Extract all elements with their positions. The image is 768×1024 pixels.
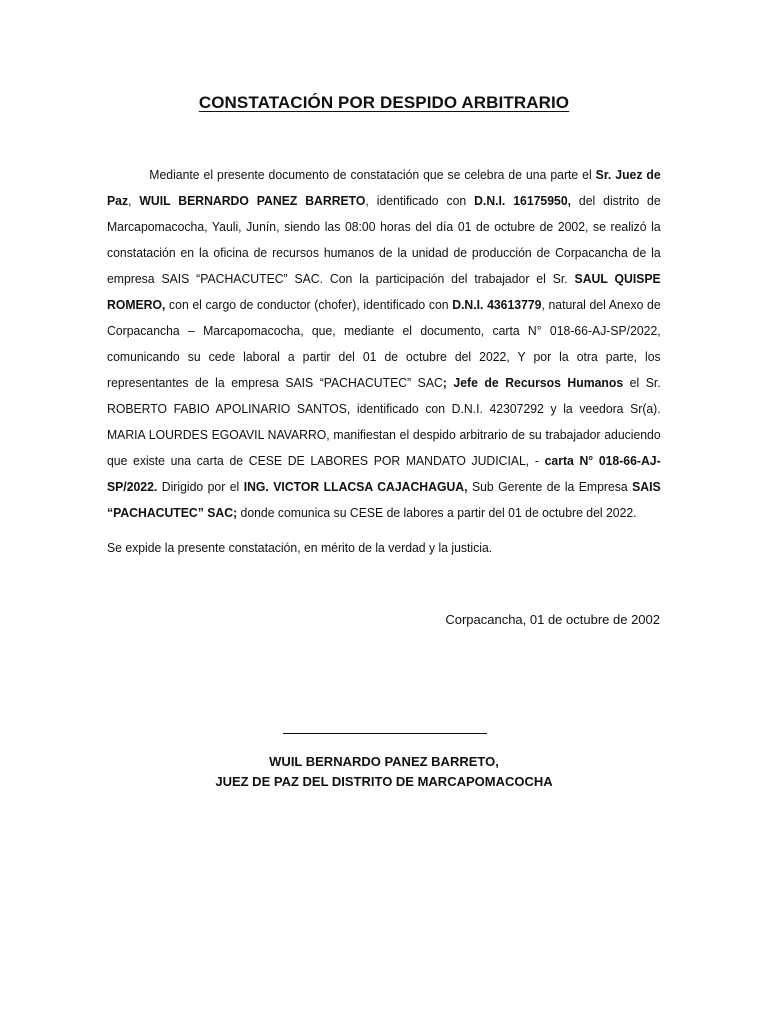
place-date: Corpacancha, 01 de octubre de 2002 [445,612,660,627]
document-body [107,162,661,526]
hr-head-title: ; Jefe de Recursos Humanos [442,375,624,390]
signer-name: WUIL BERNARDO PANEZ BARRETO, [269,754,499,769]
closing-statement: Se expide la presente constatación, en mérito de la verdad y la justicia. [107,540,493,555]
body-text: el Sr. ROBERTO FABIO APOLINARIO SANTOS, identificado con D.N.I. 42307292 y la veedora Sr(a). MARIA LOURDES EGOAVIL NAVARRO, manifiestan el despido arbitrario de su trabajador aduciendo que existe una carta de CESE DE LABORES POR MANDATO JUDICIAL, - [107,375,661,468]
body-text: , natural del Anexo de Corpacancha – Marcapomacocha, que, mediante el documento, carta N° 018-66-AJ-SP/2022, comunicando su cede laboral a partir del 01 de octubre del 2022, Y por la otra parte, los representantes de la empresa SAIS “PACHACUTEC” SAC [107,297,661,390]
signer-role: JUEZ DE PAZ DEL DISTRITO DE MARCAPOMACOCHA [215,774,553,789]
body-text: Dirigido por el [157,479,244,494]
signature-block [0,752,768,792]
body-paragraph [107,162,661,526]
signature-line [283,733,487,734]
body-text: del distrito de Marcapomacocha, Yauli, Junín, siendo las 08:00 horas del día 01 de octubre de 2002, se realizó la constatación en la oficina de recursos humanos de la unidad de producción de Corpacancha de la empresa SAIS “PACHACUTEC” SAC. Con la participación del trabajador el Sr. [107,193,661,286]
body-text: donde comunica su CESE de labores a partir del 01 de octubre del 2022. [237,505,637,520]
body-bold-text: Sr. Juez de Paz [107,167,661,208]
judge-dni: D.N.I. 16175950, [474,193,572,208]
letter-number: carta N° 018-66-AJ-SP/2022. [107,453,661,494]
judge-name: WUIL BERNARDO PANEZ BARRETO [139,193,366,208]
body-text: , identificado con [365,193,475,208]
body-text: con el cargo de conductor (chofer), identificado con [165,297,453,312]
company-name: SAIS “PACHACUTEC” SAC; [107,479,661,520]
body-text: Sub Gerente de la Empresa [467,479,633,494]
manager-name: ING. VICTOR LLACSA CAJACHAGUA, [243,479,468,494]
document-title: CONSTATACIÓN POR DESPIDO ARBITRARIO [198,93,570,112]
body-text: Mediante el presente documento de constatación que se celebra de una parte el [149,167,596,182]
body-text: , [128,193,140,208]
worker-dni: D.N.I. 43613779 [452,297,542,312]
worker-name: SAUL QUISPE ROMERO, [107,271,661,312]
